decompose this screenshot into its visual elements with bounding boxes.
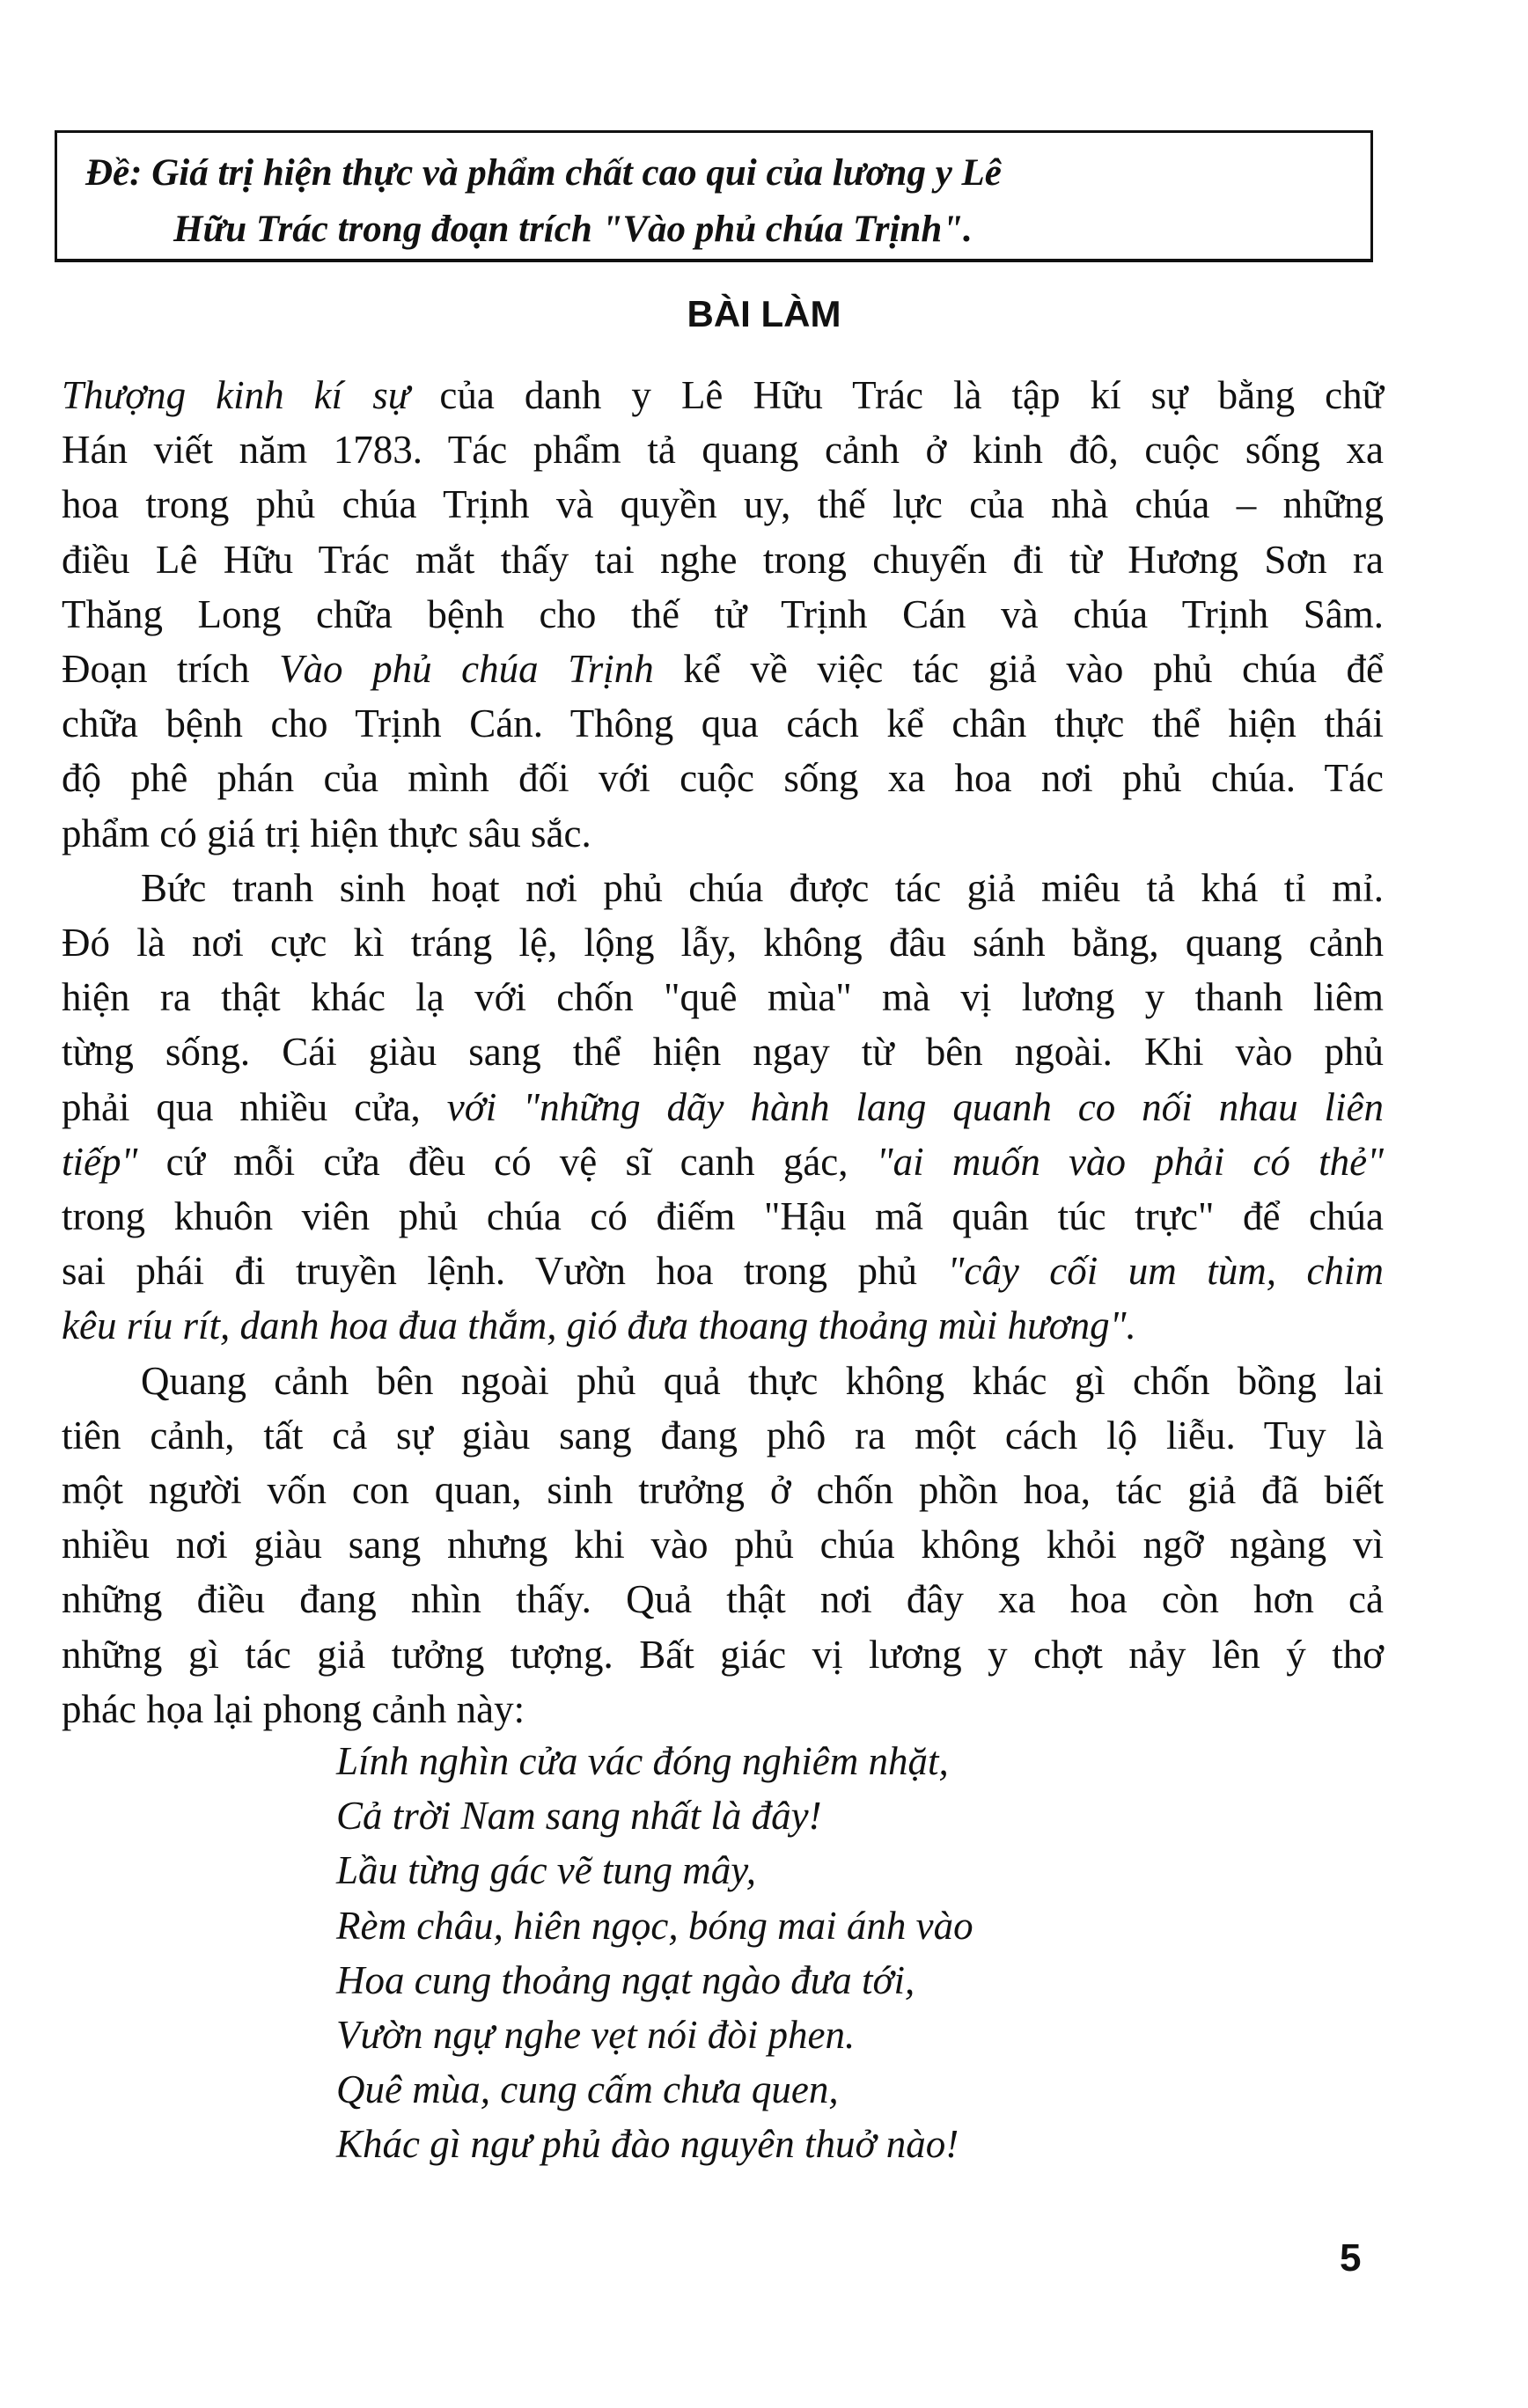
text-line — [62, 1682, 1384, 1736]
italic-run: kêu ríu rít, danh hoa đua thắm, gió đưa thoang thoảng mùi hương". — [62, 1303, 1136, 1348]
page-number: 5 — [1340, 2236, 1362, 2280]
essay-topic-box — [55, 130, 1373, 262]
poem-line: Lính nghìn cửa vác đóng nghiêm nhặt, — [336, 1739, 949, 1783]
text-line — [62, 1517, 1384, 1572]
italic-run: với "những dãy hành lang quanh co nối nhau liên — [446, 1084, 1384, 1129]
text-run: của danh y Lê Hữu Trác là tập kí sự bằng chữ — [409, 373, 1385, 417]
poem-line: Lầu từng gác vẽ tung mây, — [336, 1848, 756, 1893]
text-line — [62, 1298, 1384, 1353]
text-run: phải qua nhiều cửa, — [62, 1084, 447, 1129]
text-line — [62, 1134, 1384, 1189]
text-line — [62, 1627, 1384, 1682]
text-run: kể về việc tác giả vào phủ chúa để — [653, 647, 1384, 692]
poem-line: Hoa cung thoảng ngạt ngào đưa tới, — [336, 1957, 915, 2002]
text-run: Hán viết năm 1783. Tác phẩm tả quang cảnh ở kinh đô, cuộc sống xa — [62, 428, 1384, 473]
paragraph-3 — [62, 1354, 1384, 1736]
topic-line-2: Hữu Trác trong đoạn trích "Vào phủ chúa Trịnh". — [173, 209, 973, 250]
text-run: tiên cảnh, tất cả sự giàu sang đang phô ra một cách lộ liễu. Tuy là — [62, 1413, 1384, 1457]
text-run: Đoạn trích — [62, 647, 280, 692]
text-line — [62, 915, 1384, 970]
text-line — [62, 477, 1384, 532]
text-run: cứ mỗi cửa đều có vệ sĩ canh gác, — [137, 1139, 877, 1184]
topic-line-1: Đề: Giá trị hiện thực và phẩm chất cao qui của lương y Lê — [85, 152, 1002, 194]
text-run: Quang cảnh bên ngoài phủ quả thực không khác gì chốn bồng lai — [62, 1358, 1384, 1403]
text-line — [62, 1080, 1384, 1134]
text-run: chữa bệnh cho Trịnh Cán. Thông qua cách kể chân thực thể hiện thái — [62, 701, 1384, 746]
text-run: phác họa lại phong cảnh này: — [62, 1686, 525, 1731]
text-run: hiện ra thật khác lạ với chốn "quê mùa" mà vị lương y thanh liêm — [62, 975, 1384, 1020]
text-run: nhiều nơi giàu sang nhưng khi vào phủ chúa không khỏi ngỡ ngàng vì — [62, 1523, 1384, 1567]
poem-line: Cả trời Nam sang nhất là đây! — [336, 1794, 822, 1839]
text-line — [62, 368, 1384, 422]
italic-run: Thượng kinh kí sự — [62, 373, 410, 417]
poem-line: Vườn ngự nghe vẹt nói đòi phen. — [336, 2013, 856, 2058]
text-line — [62, 642, 1384, 696]
text-line — [62, 1189, 1384, 1244]
text-run: điều Lê Hữu Trác mắt thấy tai nghe trong chuyến đi từ Hương Sơn ra — [62, 537, 1384, 582]
text-line — [62, 1024, 1384, 1079]
text-line — [62, 1572, 1384, 1626]
text-run: Bức tranh sinh hoạt nơi phủ chúa được tác giả miêu tả khá tỉ mỉ. — [62, 865, 1384, 910]
text-run: độ phê phán của mình đối với cuộc sống xa hoa nơi phủ chúa. Tác — [62, 756, 1384, 801]
poem-line: Rèm châu, hiên ngọc, bóng mai ánh vào — [336, 1903, 973, 1948]
poem-line: Khác gì ngư phủ đào nguyên thuở nào! — [336, 2122, 959, 2167]
paragraph-1 — [62, 368, 1384, 861]
poem-line: Quê mùa, cung cấm chưa quen, — [336, 2067, 839, 2112]
text-line — [62, 1354, 1384, 1408]
text-line — [62, 970, 1384, 1024]
text-line — [62, 806, 1384, 861]
italic-run: Vào phủ chúa Trịnh — [279, 647, 654, 692]
text-line — [62, 532, 1384, 587]
italic-run: "cây cối um tùm, chim — [947, 1249, 1384, 1294]
text-run: Đó là nơi cực kì tráng lệ, lộng lẫy, không đâu sánh bằng, quang cảnh — [62, 921, 1384, 965]
text-run: những điều đang nhìn thấy. Quả thật nơi đây xa hoa còn hơn cả — [62, 1577, 1384, 1622]
text-line — [62, 751, 1384, 805]
text-run: Thăng Long chữa bệnh cho thế tử Trịnh Cán và chúa Trịnh Sâm. — [62, 591, 1384, 636]
text-run: những gì tác giả tưởng tượng. Bất giác vị lương y chợt nảy lên ý thơ — [62, 1632, 1384, 1677]
text-line — [62, 696, 1384, 751]
text-run: phẩm có giá trị hiện thực sâu sắc. — [62, 811, 591, 855]
italic-run: tiếp" — [62, 1139, 138, 1184]
text-line — [62, 861, 1384, 915]
section-heading: BÀI LÀM — [687, 293, 841, 334]
essay-body — [62, 368, 1384, 1736]
text-run: một người vốn con quan, sinh trưởng ở chốn phồn hoa, tác giả đã biết — [62, 1468, 1384, 1513]
text-line — [62, 587, 1384, 642]
italic-run: "ai muốn vào phải có thẻ" — [876, 1139, 1385, 1184]
text-line — [62, 1244, 1384, 1298]
text-run: hoa trong phủ chúa Trịnh và quyền uy, thế lực của nhà chúa – những — [62, 482, 1384, 527]
poem-block — [336, 1734, 1357, 2172]
text-line — [62, 422, 1384, 477]
text-run: từng sống. Cái giàu sang thể hiện ngay từ bên ngoài. Khi vào phủ — [62, 1030, 1384, 1075]
text-line — [62, 1463, 1384, 1517]
text-run: sai phái đi truyền lệnh. Vườn hoa trong phủ — [62, 1249, 948, 1294]
text-run: trong khuôn viên phủ chúa có điếm "Hậu mã quân túc trực" để chúa — [62, 1194, 1384, 1239]
paragraph-2 — [62, 861, 1384, 1354]
text-line — [62, 1408, 1384, 1463]
